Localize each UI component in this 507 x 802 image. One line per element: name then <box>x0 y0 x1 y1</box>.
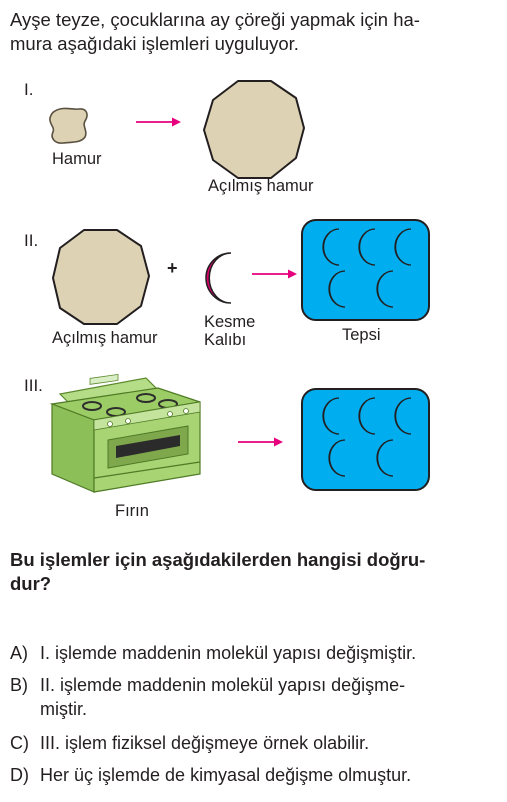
question-line-1: Bu işlemler için aşağıdakilerden hangisi doğru- <box>10 549 426 570</box>
oven-label: Fırın <box>115 502 149 520</box>
step-1-dough-label: Hamur <box>52 150 102 168</box>
intro-text <box>10 8 498 56</box>
cutter-label <box>204 313 255 349</box>
step-1-numeral: I. <box>24 80 34 99</box>
cutter-label-line-1: Kesme <box>204 313 256 331</box>
option-b-key: B) <box>10 675 28 695</box>
option-c-key: C) <box>10 733 29 753</box>
arrow-right-icon <box>238 436 284 448</box>
option-c-text: III. işlem fiziksel değişmeye örnek olabilir. <box>40 733 370 753</box>
rolled-dough-icon <box>201 78 307 182</box>
option-d[interactable] <box>10 763 500 787</box>
cutter-label-line-2: Kalıbı <box>204 331 247 349</box>
option-a-key: A) <box>10 643 28 663</box>
arrow-right-icon <box>136 116 182 128</box>
option-c[interactable] <box>10 731 500 755</box>
option-a[interactable] <box>10 641 500 665</box>
step-2-numeral: II. <box>24 231 39 250</box>
baking-tray-icon <box>301 219 431 321</box>
plus-sign: + <box>167 258 178 278</box>
question-line-2: dur? <box>10 573 52 594</box>
tray-label: Tepsi <box>342 326 381 344</box>
crescent-cutter-icon <box>203 250 243 306</box>
intro-line-2: mura aşağıdaki işlemleri uyguluyor. <box>10 33 299 54</box>
baking-tray-icon <box>301 388 431 492</box>
option-b-text: II. işlemde maddenin molekül yapısı değişme- <box>40 675 406 695</box>
option-d-text: Her üç işlemde de kimyasal değişme olmuştur. <box>40 765 412 785</box>
option-a-text: I. işlemde maddenin molekül yapısı değişmiştir. <box>40 643 417 663</box>
arrow-right-icon <box>252 268 298 280</box>
step-3-numeral: III. <box>24 376 43 395</box>
rolled-dough-icon <box>51 228 151 328</box>
step-2-rolled-label: Açılmış hamur <box>52 329 158 347</box>
option-d-key: D) <box>10 765 29 785</box>
oven-icon <box>50 374 210 502</box>
dough-blob-icon <box>45 105 95 147</box>
step-1-rolled-label: Açılmış hamur <box>208 177 314 195</box>
intro-line-1: Ayşe teyze, çocuklarına ay çöreği yapmak için ha- <box>10 9 420 30</box>
option-b-continuation: miştir. <box>40 699 87 719</box>
question-text <box>10 548 498 596</box>
option-b[interactable] <box>10 673 500 721</box>
